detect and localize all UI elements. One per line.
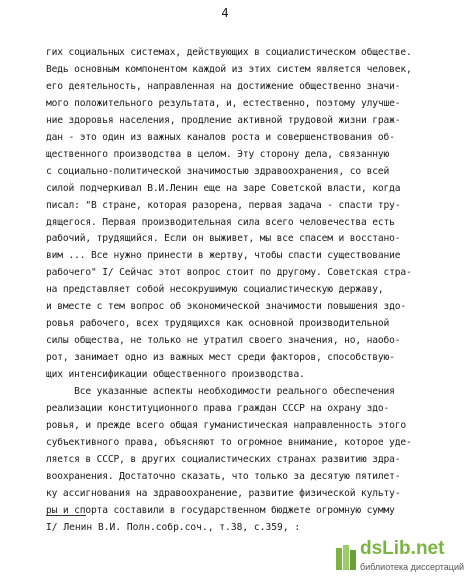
text-line: силы общества, не только не утратил своего значения, но, наобо- [46,335,401,347]
text-line: рабочий, трудящийся. Если он выживет, мы все спасем и восстано- [46,233,401,245]
text-line: на представляет собой несокрушимую социалистическую державу, [46,284,384,296]
text-line: его деятельность, направленная на достижение общественно значи- [46,80,401,92]
text-line: и вместе с тем вопрос об экономической значимости повышения здо- [46,301,407,313]
text-line: щих интенсификации общественного производства. [46,369,305,381]
text-line: ры и спорта составили в государственном бюджете огромную сумму [46,504,395,516]
footnote-rule [46,515,86,516]
text-line: вим ... Все нужно принести в жертву, чтобы спасти существование [46,250,401,262]
watermark-subtitle: библиотека диссертаций [360,562,464,572]
text-line: ляется в СССР, в других социалистических странах развитию здра- [46,453,401,465]
text-line: силой подчеркивал В.И.Ленин еще на заре Советской власти, когда [46,182,401,194]
text-line: мого положительного результата, и, естественно, поэтому улучше- [46,97,401,109]
text-line: писал: "В стране, которая разорена, первая задача - спасти тру- [46,199,401,211]
watermark[interactable] [332,536,464,580]
text-line: ровья, и прежде всего общая гуманистическая направленность этого [46,419,407,431]
text-line: ние здоровья населения, продление активной трудовой жизни граж- [46,114,401,126]
text-line: с социально-политической значимостью здравоохранения, со всей [46,165,390,177]
watermark-title: dsLib.net [360,538,445,559]
books-icon [334,542,358,572]
body-text [46,45,418,520]
text-line: Ведь основным компонентом каждой из этих систем является человек, [46,63,412,75]
text-line: рот, занимает одно из важных мест среди факторов, способствую- [46,352,395,364]
text-line: щественного производства в целом. Эту сторону дела, связанную [46,148,390,160]
text-line: реализации конституционного права граждан СССР на охрану здо- [46,403,390,415]
text-line: гих социальных системах, действующих в социалистическом обществе. [46,47,412,58]
text-line: дящегося. Первая производительная сила всего человечества есть [46,216,395,228]
text-line: воохранения. Достаточно сказать, что только за десятую пятилет- [46,470,401,482]
text-line: рабочего" I/ Сейчас этот вопрос стоит по другому. Советская стра- [46,267,412,279]
text-line: Все указанные аспекты необходимости реального обеспечения [46,386,395,398]
text-line: дан - это один из важных каналов роста и совершенствования об- [46,131,395,143]
text-line: субъективного права, объясняют то огромное внимание, которое уде- [46,436,412,448]
text-line: ровья рабочего, всех трудящихся как основной производительной [46,318,390,330]
page-number: 4 [221,6,229,20]
footnote: I/ Ленин В.И. Полн.собр.соч., т.38, с.359, : [46,522,301,533]
text-line: ку ассигнования на здравоохранение, развитие физической культу- [46,487,401,499]
